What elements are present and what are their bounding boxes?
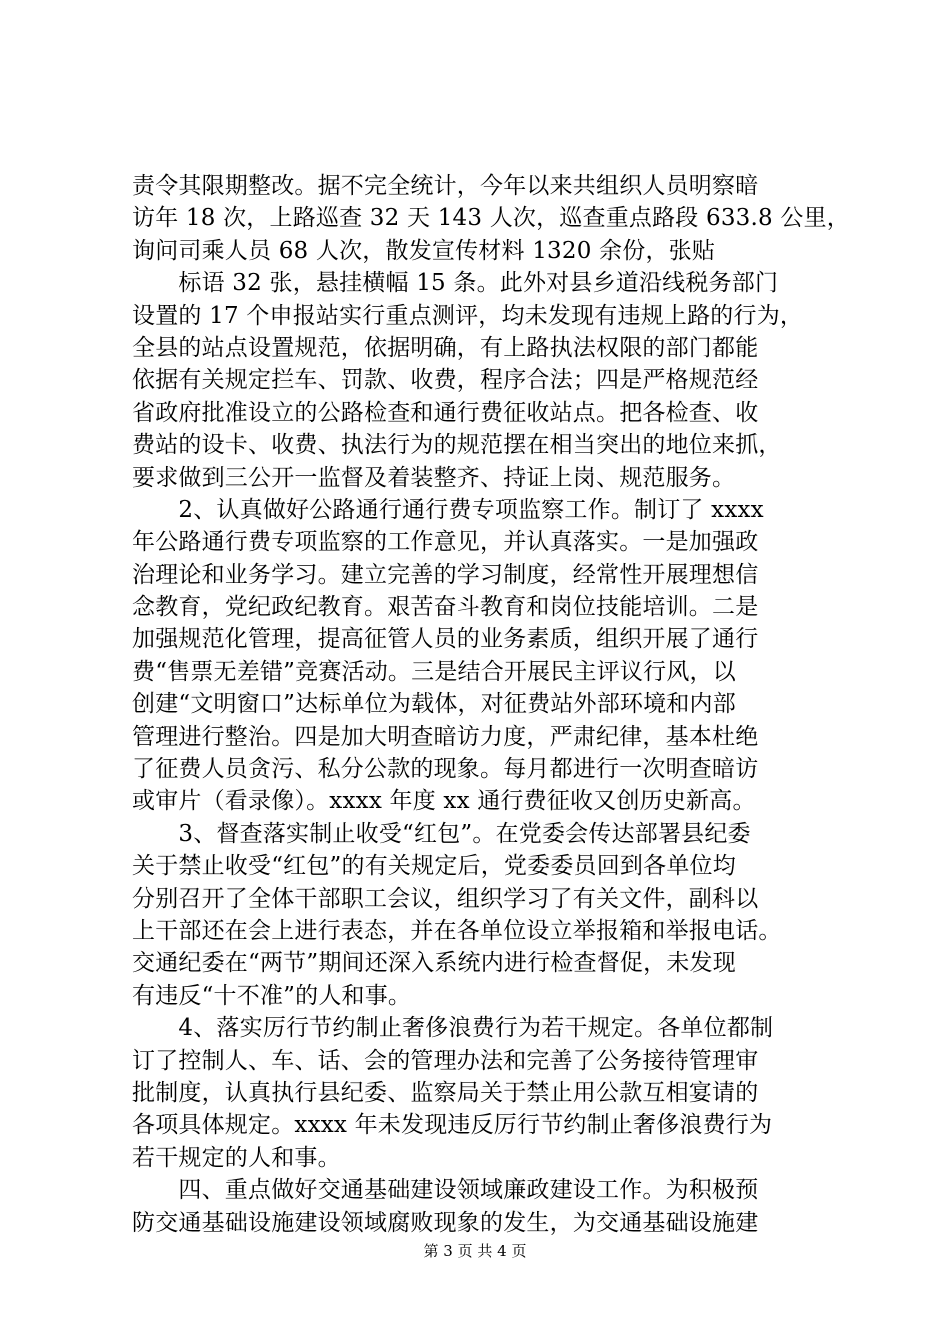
body-line: 上干部还在会上进行表态，并在各单位设立举报箱和举报电话。 — [132, 917, 782, 944]
body-line: 批制度，认真执行县纪委、监察局关于禁止用公款互相宴请的 — [132, 1079, 759, 1106]
page-footer: 第 3 页 共 4 页 — [423, 1242, 527, 1260]
body-line: 了征费人员贪污、私分公款的现象。每月都进行一次明查暗访 — [132, 756, 759, 783]
body-line: 管理进行整治。四是加大明查暗访力度，严肃纪律，基本杜绝 — [132, 723, 759, 750]
body-line: 要求做到三公开一监督及着装整齐、持证上岗、规范服务。 — [132, 464, 736, 491]
body-line: 责令其限期整改。据不完全统计，今年以来共组织人员明察暗 — [132, 173, 759, 199]
body-line: 设置的 17 个申报站实行重点测评，均未发现有违规上路的行为， — [132, 302, 804, 329]
body-line: 4、落实厉行节约制止奢侈浪费行为若干规定。各单位都制 — [132, 1015, 774, 1042]
body-line: 若干规定的人和事。 — [132, 1144, 341, 1171]
body-line: 询问司乘人员 68 人次，散发宣传材料 1320 余份，张贴 — [132, 237, 716, 264]
body-line: 念教育，党纪政纪教育。艰苦奋斗教育和岗位技能培训。二是 — [132, 594, 759, 621]
body-line: 标语 32 张，悬挂横幅 15 条。此外对县乡道沿线税务部门 — [132, 270, 779, 297]
body-line: 订了控制人、车、话、会的管理办法和完善了公务接待管理审 — [132, 1047, 759, 1074]
document-body — [132, 170, 850, 1239]
body-line: 各项具体规定。xxxx 年未发现违反厉行节约制止奢侈浪费行为 — [132, 1112, 773, 1139]
body-line: 创建“文明窗口”达标单位为载体，对征费站外部环境和内部 — [132, 691, 736, 718]
body-line: 或审片（看录像）。xxxx 年度 xx 通行费征收又创历史新高。 — [132, 788, 756, 815]
body-line: 全县的站点设置规范，依据明确，有上路执法权限的部门都能 — [132, 334, 759, 361]
body-line: 依据有关规定拦车、罚款、收费，程序合法；四是严格规范经 — [132, 367, 759, 394]
body-line: 有违反“十不准”的人和事。 — [132, 982, 412, 1009]
body-line: 治理论和业务学习。建立完善的学习制度，经常性开展理想信 — [132, 561, 759, 588]
body-line: 3、督查落实制止收受“红包”。在党委会传达部署县纪委 — [132, 820, 751, 847]
body-line: 省政府批准设立的公路检查和通行费征收站点。把各检查、收 — [132, 399, 759, 426]
body-line: 访年 18 次，上路巡查 32 天 143 人次，巡查重点路段 633.8 公里， — [132, 205, 850, 232]
body-line: 关于禁止收受“红包”的有关规定后，党委委员回到各单位均 — [132, 853, 736, 880]
body-line: 交通纪委在“两节”期间还深入系统内进行检查督促，未发现 — [132, 950, 736, 977]
body-line: 费“售票无差错”竞赛活动。三是结合开展民主评议行风，以 — [132, 658, 736, 685]
body-line: 2、认真做好公路通行通行费专项监察工作。制订了 xxxx — [132, 496, 764, 523]
body-line: 费站的设卡、收费、执法行为的规范摆在相当突出的地位来抓， — [132, 432, 782, 459]
body-line: 四、重点做好交通基础建设领域廉政建设工作。为积极预 — [132, 1177, 759, 1204]
body-line: 年公路通行费专项监察的工作意见，并认真落实。一是加强政 — [132, 529, 759, 556]
body-line: 分别召开了全体干部职工会议，组织学习了有关文件，副科以 — [132, 885, 759, 912]
body-line: 加强规范化管理，提高征管人员的业务素质，组织开展了通行 — [132, 626, 759, 653]
body-line: 防交通基础设施建设领域腐败现象的发生，为交通基础设施建 — [132, 1209, 759, 1236]
